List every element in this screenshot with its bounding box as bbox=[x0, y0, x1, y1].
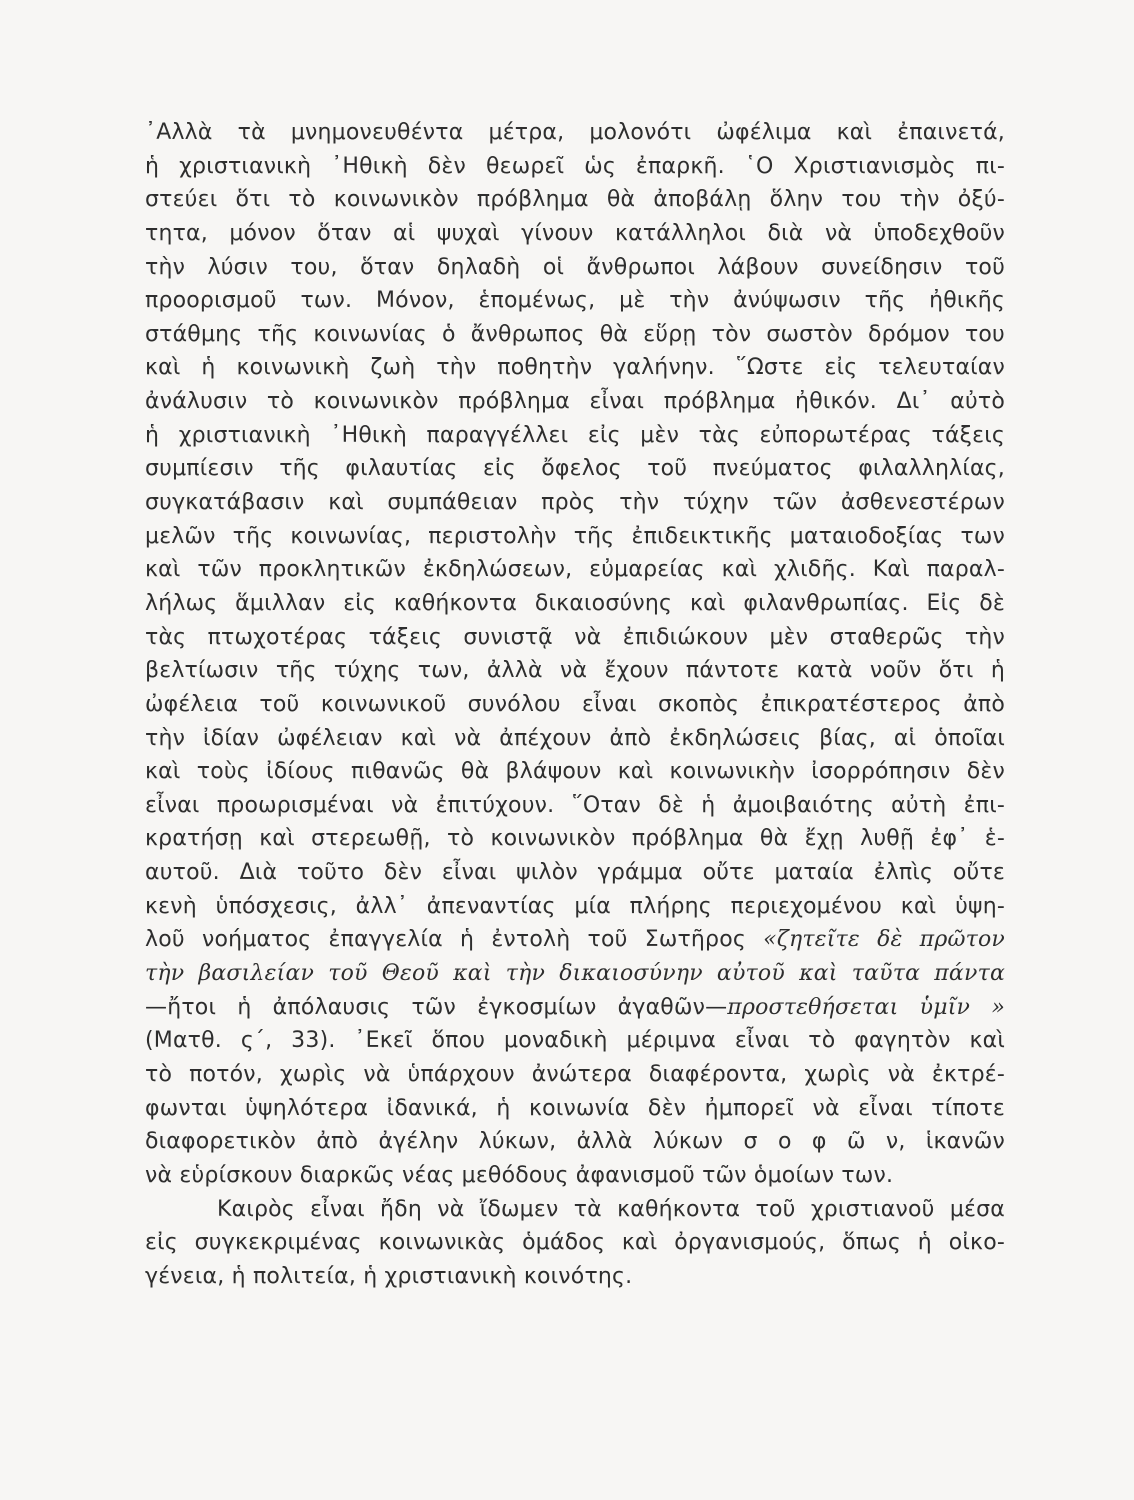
text-span: λοῦ νοήματος ἐπαγγελία ἡ ἐντολὴ τοῦ Σωτῆρος bbox=[145, 927, 746, 953]
quote-line: τὴν βασιλείαν τοῦ Θεοῦ καὶ τὴν δικαιοσύνην αὐτοῦ καὶ ταῦτα πάντα bbox=[145, 961, 1005, 987]
body-text bbox=[145, 116, 1005, 1293]
text-line: λήλως ἅμιλλαν εἰς καθήκοντα δικαιοσύνης καὶ φιλανθρωπίας. Εἰς δὲ bbox=[145, 590, 1005, 616]
quote-span: προστεθήσεται ὑμῖν » bbox=[727, 994, 1005, 1020]
text-line: φωνται ὑψηλότερα ἰδανικά, ἡ κοινωνία δὲν ἠμπορεῖ νὰ εἶναι τίποτε bbox=[145, 1095, 1005, 1121]
text-line: καὶ τοὺς ἰδίους πιθανῶς θὰ βλάψουν καὶ κοινωνικὴν ἰσορρόπησιν δὲν bbox=[145, 759, 1005, 785]
quote-line bbox=[145, 991, 1005, 1025]
text-line: συμπίεσιν τῆς φιλαυτίας εἰς ὄφελος τοῦ πνεύματος φιλαλληλίας, bbox=[145, 456, 1005, 482]
text-line: προορισμοῦ των. Μόνον, ἑπομένως, μὲ τὴν ἀνύψωσιν τῆς ἠθικῆς bbox=[145, 288, 1005, 314]
text-line: αυτοῦ. Διὰ τοῦτο δὲν εἶναι ψιλὸν γράμμα οὔτε ματαία ἐλπὶς οὔτε bbox=[145, 860, 1005, 886]
paragraph-2 bbox=[145, 1193, 1005, 1294]
text-line: ὠφέλεια τοῦ κοινωνικοῦ συνόλου εἶναι σκοπὸς ἐπικρατέστερος ἀπὸ bbox=[145, 691, 1005, 717]
text-line-with-quote bbox=[145, 923, 1005, 957]
quote-span: «ζητεῖτε δὲ πρῶτον bbox=[763, 927, 1006, 953]
text-line: νὰ εὑρίσκουν διαρκῶς νέας μεθόδους ἀφανισμοῦ τῶν ὁμοίων των. bbox=[145, 1162, 894, 1188]
text-line: ἀνάλυσιν τὸ κοινωνικὸν πρόβλημα εἶναι πρόβλημα ἠθικόν. Δι᾿ αὐτὸ bbox=[145, 389, 1005, 415]
text-line: γένεια, ἡ πολιτεία, ἡ χριστιανικὴ κοινότης. bbox=[145, 1263, 633, 1289]
paragraph-1 bbox=[145, 116, 1005, 1193]
text-line: Καιρὸς εἶναι ἤδη νὰ ἴδωμεν τὰ καθήκοντα τοῦ χριστιανοῦ μέσα bbox=[217, 1196, 1005, 1222]
text-line: ἡ χριστιανικὴ ᾿Ηθικὴ παραγγέλλει εἰς μὲν τὰς εὐπορωτέρας τάξεις bbox=[145, 422, 1005, 448]
text-line: κρατήσῃ καὶ στερεωθῇ, τὸ κοινωνικὸν πρόβλημα θὰ ἔχῃ λυθῇ ἐφ᾿ ἑ- bbox=[145, 826, 1005, 852]
text-line: τὸ ποτόν, χωρὶς νὰ ὑπάρχουν ἀνώτερα διαφέροντα, χωρὶς νὰ ἐκτρέ- bbox=[145, 1061, 1005, 1087]
text-line: κενὴ ὑπόσχεσις, ἀλλ᾿ ἀπεναντίας μία πλήρης περιεχομένου καὶ ὑψη- bbox=[145, 893, 1005, 919]
text-line: καὶ ἡ κοινωνικὴ ζωὴ τὴν ποθητὴν γαλήνην. ῞Ωστε εἰς τελευταίαν bbox=[145, 355, 1005, 381]
text-line: ἡ χριστιανικὴ ᾿Ηθικὴ δὲν θεωρεῖ ὡς ἐπαρκῆ. ῾Ο Χριστιανισμὸς πι- bbox=[145, 153, 1005, 179]
text-line: τὴν ἰδίαν ὠφέλειαν καὶ νὰ ἀπέχουν ἀπὸ ἐκδηλώσεις βίας, αἱ ὁποῖαι bbox=[145, 725, 1005, 751]
text-line: τὰς πτωχοτέρας τάξεις συνιστᾷ νὰ ἐπιδιώκουν μὲν σταθερῶς τὴν bbox=[145, 624, 1005, 650]
text-line: τὴν λύσιν του, ὅταν δηλαδὴ οἱ ἄνθρωποι λάβουν συνείδησιν τοῦ bbox=[145, 254, 1005, 280]
text-line: διαφορετικὸν ἀπὸ ἀγέλην λύκων, ἀλλὰ λύκων σ ο φ ῶ ν, ἱκανῶν bbox=[145, 1129, 1005, 1155]
text-line: τητα, μόνον ὅταν αἱ ψυχαὶ γίνουν κατάλληλοι διὰ νὰ ὑποδεχθοῦν bbox=[145, 220, 1005, 246]
text-line: καὶ τῶν προκλητικῶν ἐκδηλώσεων, εὐμαρείας καὶ χλιδῆς. Καὶ παραλ- bbox=[145, 557, 1005, 583]
text-line: εἶναι προωρισμέναι νὰ ἐπιτύχουν. ῞Οταν δὲ ἡ ἀμοιβαιότης αὐτὴ ἐπι- bbox=[145, 792, 1005, 818]
text-line: (Ματθ. ς΄, 33). ᾿Εκεῖ ὅπου μοναδικὴ μέριμνα εἶναι τὸ φαγητὸν καὶ bbox=[145, 1028, 1005, 1054]
text-span: —ἤτοι ἡ ἀπόλαυσις τῶν ἐγκοσμίων ἀγαθῶν— bbox=[145, 994, 728, 1020]
text-line: στεύει ὅτι τὸ κοινωνικὸν πρόβλημα θὰ ἀποβάλῃ ὅλην του τὴν ὀξύ- bbox=[145, 187, 1005, 213]
text-line: στάθμης τῆς κοινωνίας ὁ ἄνθρωπος θὰ εὕρῃ τὸν σωστὸν δρόμον του bbox=[145, 321, 1005, 347]
text-line: βελτίωσιν τῆς τύχης των, ἀλλὰ νὰ ἔχουν πάντοτε κατὰ νοῦν ὅτι ἡ bbox=[145, 658, 1005, 684]
text-line: ᾿Αλλὰ τὰ μνημονευθέντα μέτρα, μολονότι ὠφέλιμα καὶ ἐπαινετά, bbox=[145, 120, 1005, 145]
text-line: συγκατάβασιν καὶ συμπάθειαν πρὸς τὴν τύχην τῶν ἀσθενεστέρων bbox=[145, 490, 1005, 516]
text-line: εἰς συγκεκριμένας κοινωνικὰς ὁμάδος καὶ ὀργανισμούς, ὅπως ἡ οἰκο- bbox=[145, 1230, 1005, 1256]
text-line: μελῶν τῆς κοινωνίας, περιστολὴν τῆς ἐπιδεικτικῆς ματαιοδοξίας των bbox=[145, 523, 1005, 549]
